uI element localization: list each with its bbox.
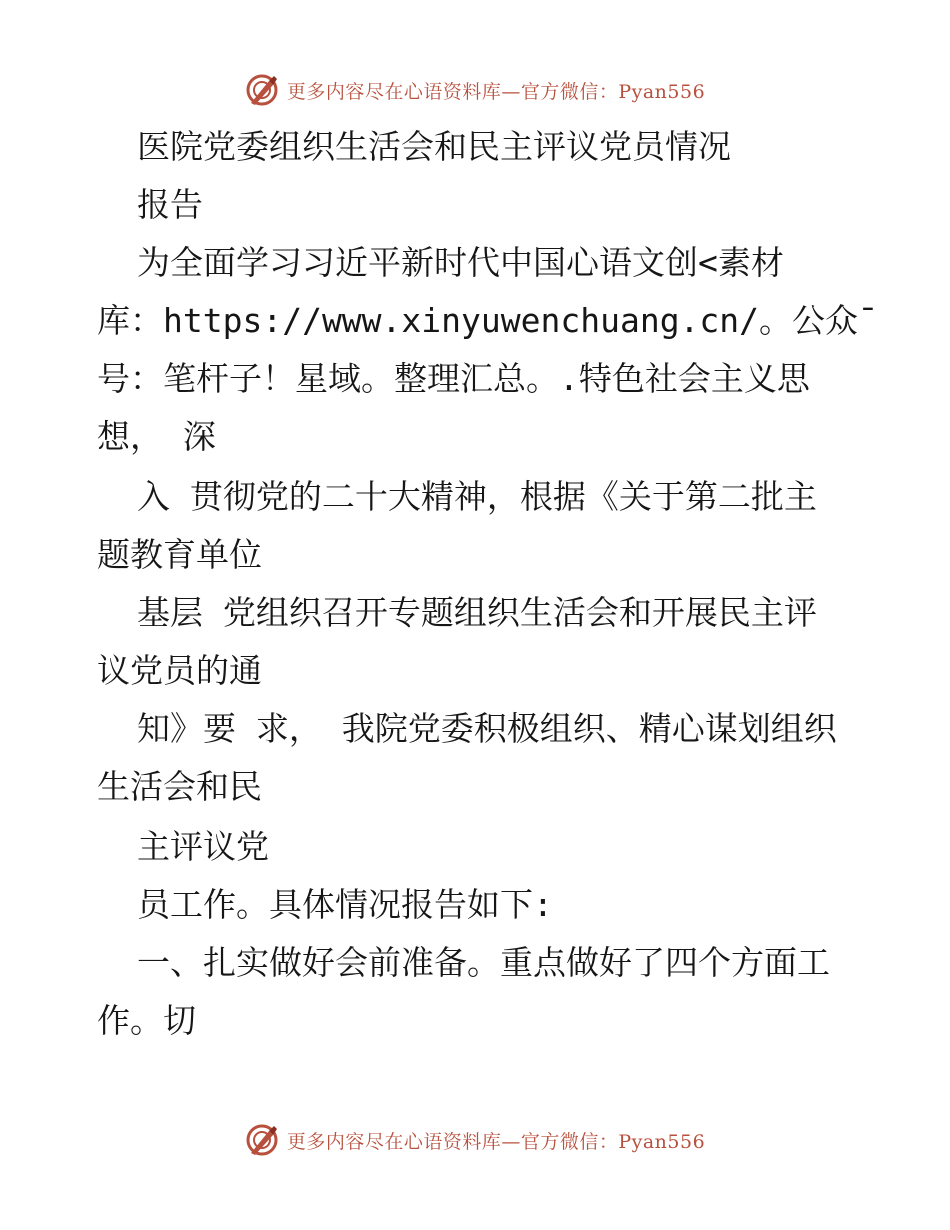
document-title-line: 医院党委组织生活会和民主评议党员情况 [137,127,731,166]
watermark-text: 更多内容尽在心语资料库—官方微信：Pyan556 [286,80,706,103]
paragraph-line: 生活会和民 [97,767,262,806]
paragraph-line: 员工作。具体情况报告如下: [137,885,553,924]
paragraph-line: 主评议党 [137,827,269,866]
paragraph-line: 为全面学习习近平新时代中国心语文创<素材 [137,243,784,282]
paragraph-line: 题教育单位 [97,535,262,574]
paragraph-line: 一、扎实做好会前准备。重点做好了四个方面工 [137,943,830,982]
paragraph-line: 议党员的通 [97,651,262,690]
document-title-line: 报告 [137,185,203,224]
paragraph-line: 作。切 [97,1001,196,1040]
paragraph-line: 入 贯彻党的二十大精神，根据《关于第二批主 [137,477,817,516]
pen-logo-icon [245,1123,279,1157]
paragraph-line: 基层 党组织召开专题组织生活会和开展民主评 [137,593,817,632]
footer-watermark [0,1120,950,1160]
paragraph-line: 知》要 求， 我院党委积极组织、精心谋划组织 [137,709,837,748]
paragraph-line: 想， 深 [97,417,216,456]
paragraph-line: 号：笔杆子！星域。整理汇总。.特色社会主义思 [97,359,810,398]
pen-logo-icon [245,73,279,107]
header-watermark [0,70,950,110]
watermark-text: 更多内容尽在心语资料库—官方微信：Pyan556 [286,1130,706,1153]
paragraph-line: 库：https://www.xinyuwenchuang.cn/。公众¯ [97,301,878,340]
